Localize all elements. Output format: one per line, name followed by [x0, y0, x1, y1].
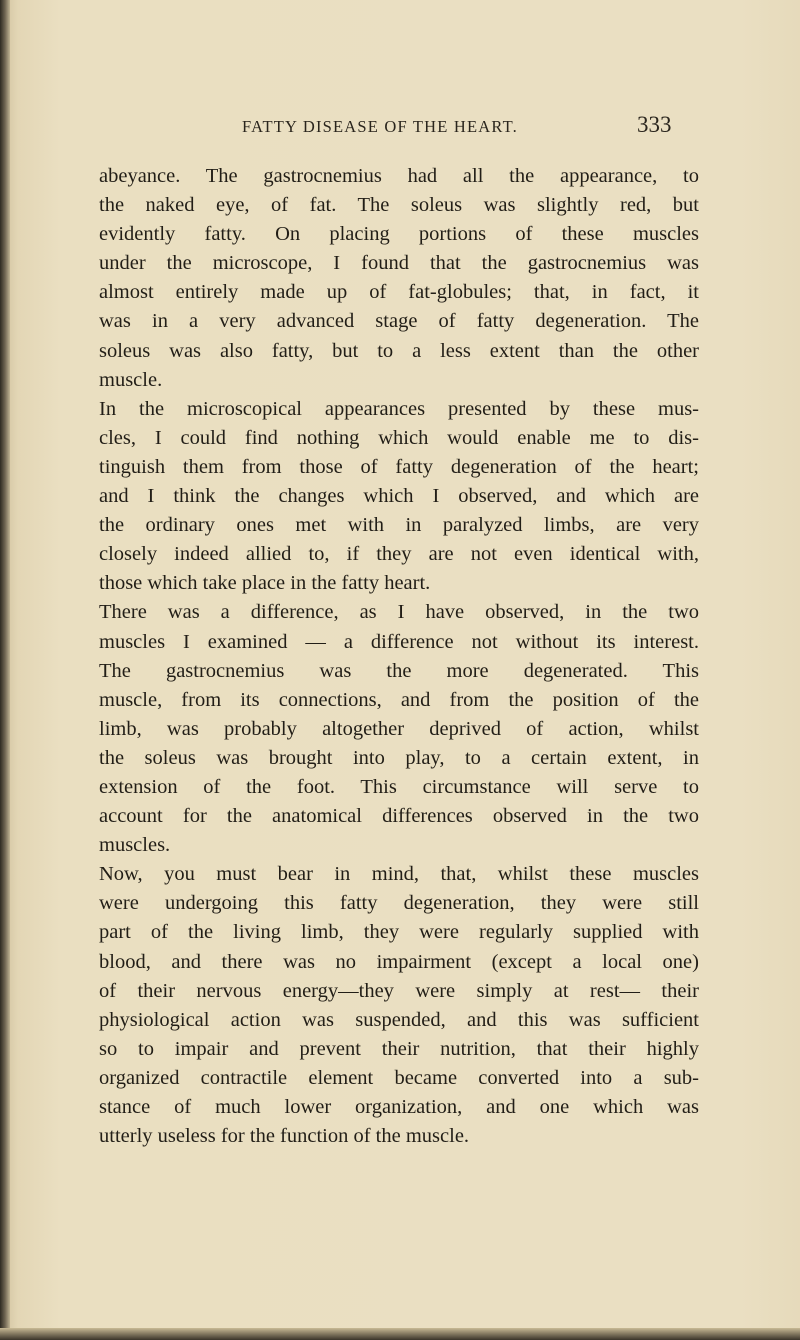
text-line: part of the living limb, they were regularly supplied with — [99, 921, 699, 944]
text-line: abeyance. The gastrocnemius had all the appearance, to — [99, 165, 699, 187]
text-line: blood, and there was no impairment (except a local one) — [99, 950, 699, 973]
text-line: and I think the changes which I observed, and which are — [99, 485, 699, 508]
page-number: 333 — [637, 112, 672, 137]
page-binding-edge — [0, 0, 10, 1340]
text-line: soleus was also fatty, but to a less extent than the other — [99, 339, 699, 362]
text-line: muscle. — [99, 368, 163, 391]
text-line: muscles I examined — a difference not without its interest. — [99, 630, 699, 653]
text-line: account for the anatomical differences observed in the two — [99, 805, 699, 828]
page-bottom-edge — [0, 1328, 800, 1340]
text-line: There was a difference, as I have observed, in the two — [99, 601, 699, 624]
text-line: muscle, from its connections, and from the position of the — [99, 688, 699, 711]
text-line: tinguish them from those of fatty degeneration of the heart; — [99, 455, 699, 478]
text-line: organized contractile element became converted into a sub- — [99, 1066, 699, 1089]
text-line: cles, I could find nothing which would enable me to dis- — [99, 426, 699, 449]
running-head — [0, 112, 800, 141]
text-line: limb, was probably altogether deprived of action, whilst — [99, 717, 699, 740]
running-head-title: FATTY DISEASE OF THE HEART. — [242, 117, 519, 136]
text-line: the soleus was brought into play, to a certain extent, in — [99, 746, 699, 769]
text-line: closely indeed allied to, if they are not even identical with, — [99, 543, 699, 566]
text-line: In the microscopical appearances presented by these mus- — [99, 397, 699, 420]
text-line: muscles. — [99, 834, 171, 857]
text-line: physiological action was suspended, and this was sufficient — [99, 1008, 699, 1031]
text-line: the naked eye, of fat. The soleus was slightly red, but — [99, 194, 699, 217]
text-line: so to impair and prevent their nutrition, that their highly — [99, 1037, 699, 1060]
text-line: The gastrocnemius was the more degenerated. This — [99, 659, 699, 682]
text-line: of their nervous energy—they were simply at rest— their — [99, 979, 699, 1002]
text-line: utterly useless for the function of the muscle. — [99, 1125, 470, 1148]
text-line: extension of the foot. This circumstance will serve to — [99, 775, 699, 798]
text-line: those which take place in the fatty heart. — [99, 572, 431, 595]
body-text — [99, 162, 699, 1151]
text-line: was in a very advanced stage of fatty degeneration. The — [99, 310, 699, 333]
text-line: were undergoing this fatty degeneration, they were still — [99, 892, 699, 915]
text-line: under the microscope, I found that the gastrocnemius was — [99, 252, 699, 275]
text-line: almost entirely made up of fat-globules; that, in fact, it — [99, 281, 699, 304]
text-line: stance of much lower organization, and one which was — [99, 1096, 699, 1118]
text-line: Now, you must bear in mind, that, whilst these muscles — [99, 863, 699, 886]
text-line: the ordinary ones met with in paralyzed limbs, are very — [99, 514, 699, 537]
text-line: evidently fatty. On placing portions of these muscles — [99, 223, 699, 246]
